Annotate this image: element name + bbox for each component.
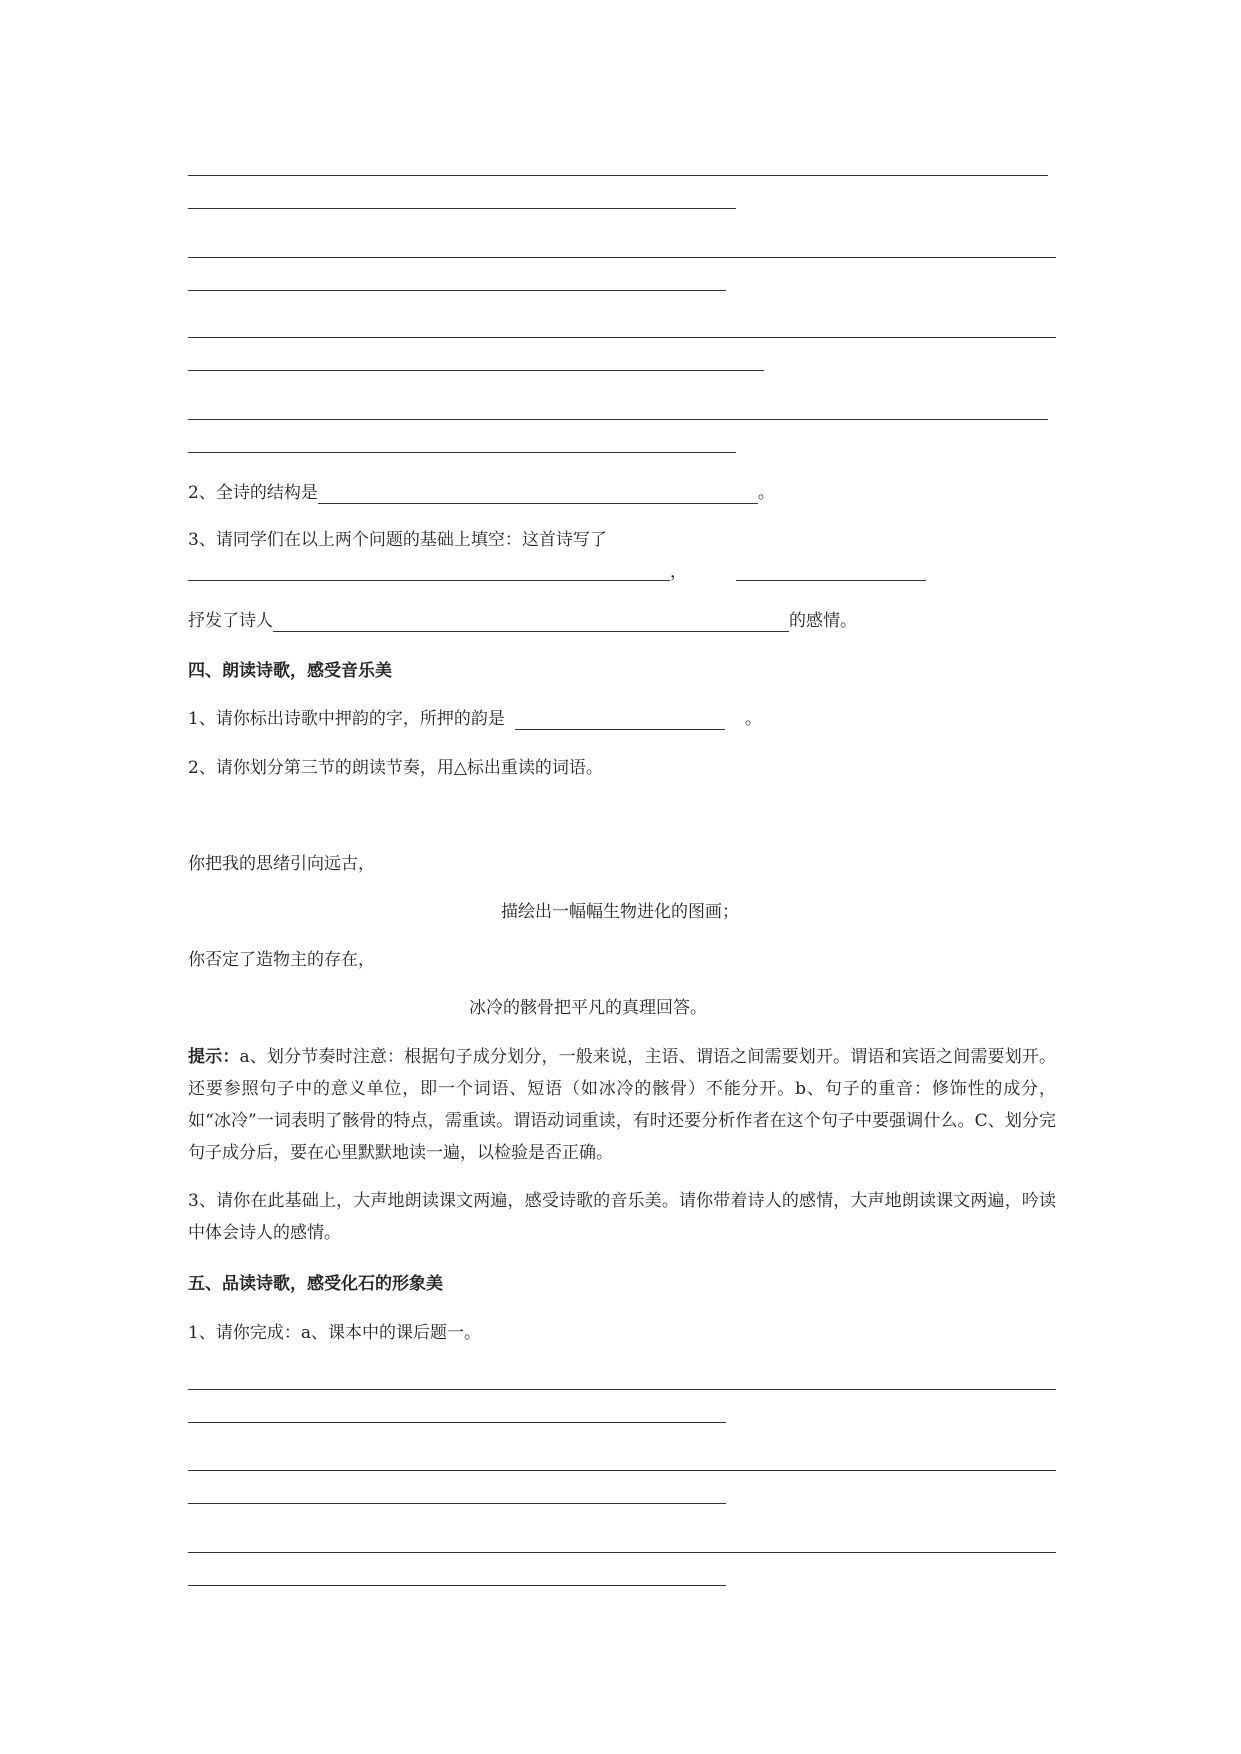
answer-line[interactable]: [188, 290, 726, 291]
structure-blank[interactable]: [318, 485, 758, 504]
answer-line[interactable]: [188, 1389, 1056, 1390]
rhyme-blank[interactable]: [515, 711, 725, 730]
hint-label: 提示：: [188, 1047, 240, 1067]
question-2-suffix: 。: [757, 483, 775, 503]
answer-line[interactable]: [188, 419, 1048, 420]
emotion-blank[interactable]: [273, 613, 789, 632]
item-1-suffix: 。: [744, 709, 762, 729]
section-4-title: 四、朗读诗歌，感受音乐美: [188, 661, 392, 681]
poem-line-2: 描绘出一幅幅生物进化的图画；: [501, 902, 739, 922]
answer-line[interactable]: [188, 1585, 726, 1586]
section-4-item-1: [188, 708, 762, 730]
hint-body: a、划分节奏时注意：根据句子成分划分，一般来说，主语、谓语之间需要划开。谓语和宾语之间需要划开。还要参照句子中的意义单位，即一个词语、短语（如冰冷的骸骨）不能分开。b、句子的重音：修饰性的成分，如“冰冷”一词表明了骸骨的特点，需重读。谓语动词重读，有时还要分析作者在这个句子中要强调什么。C、划分完句子成分后，要在心里默默地读一遍，以检验是否正确。: [188, 1047, 1057, 1163]
answer-line[interactable]: [188, 370, 764, 371]
poem-line-4: 冰冷的骸骨把平凡的真理回答。: [469, 998, 707, 1018]
question-3: 3、请同学们在以上两个问题的基础上填空：这首诗写了: [188, 530, 607, 550]
express-prefix: 抒发了诗人: [188, 611, 273, 631]
question-2-prefix: 2、全诗的结构是: [188, 483, 318, 503]
answer-line[interactable]: [188, 1503, 726, 1504]
question-2: [188, 482, 775, 504]
section-5-title: 五、品读诗歌，感受化石的形象美: [188, 1274, 443, 1294]
section-4-item-3: 3、请你在此基础上，大声地朗读课文两遍，感受诗歌的音乐美。请你带着诗人的感情，大声地朗读课文两遍，吟读中体会诗人的感情。: [188, 1191, 1056, 1243]
comma: ，: [670, 562, 687, 582]
answer-line[interactable]: [188, 1470, 1056, 1471]
answer-line[interactable]: [736, 580, 926, 581]
section-4-item-2: 2、请你划分第三节的朗读节奏，用△标出重读的词语。: [188, 758, 603, 778]
express-line: [188, 610, 857, 632]
poem-line-1: 你把我的思绪引向远古，: [188, 854, 375, 874]
answer-line[interactable]: [188, 337, 1056, 338]
answer-line[interactable]: [188, 208, 736, 209]
poem-line-3: 你否定了造物主的存在，: [188, 950, 375, 970]
answer-line[interactable]: [188, 257, 1056, 258]
section-5-item-1: 1、请你完成：a、课本中的课后题一。: [188, 1323, 481, 1343]
answer-line[interactable]: [188, 580, 670, 581]
express-suffix: 的感情。: [789, 611, 857, 631]
item-1-prefix: 1、请你标出诗歌中押韵的字，所押的韵是: [188, 709, 505, 729]
answer-line[interactable]: [188, 1552, 1056, 1553]
hint-paragraph: [188, 1041, 1056, 1169]
answer-line[interactable]: [188, 452, 736, 453]
answer-line[interactable]: [188, 1422, 726, 1423]
answer-line[interactable]: [188, 175, 1048, 176]
